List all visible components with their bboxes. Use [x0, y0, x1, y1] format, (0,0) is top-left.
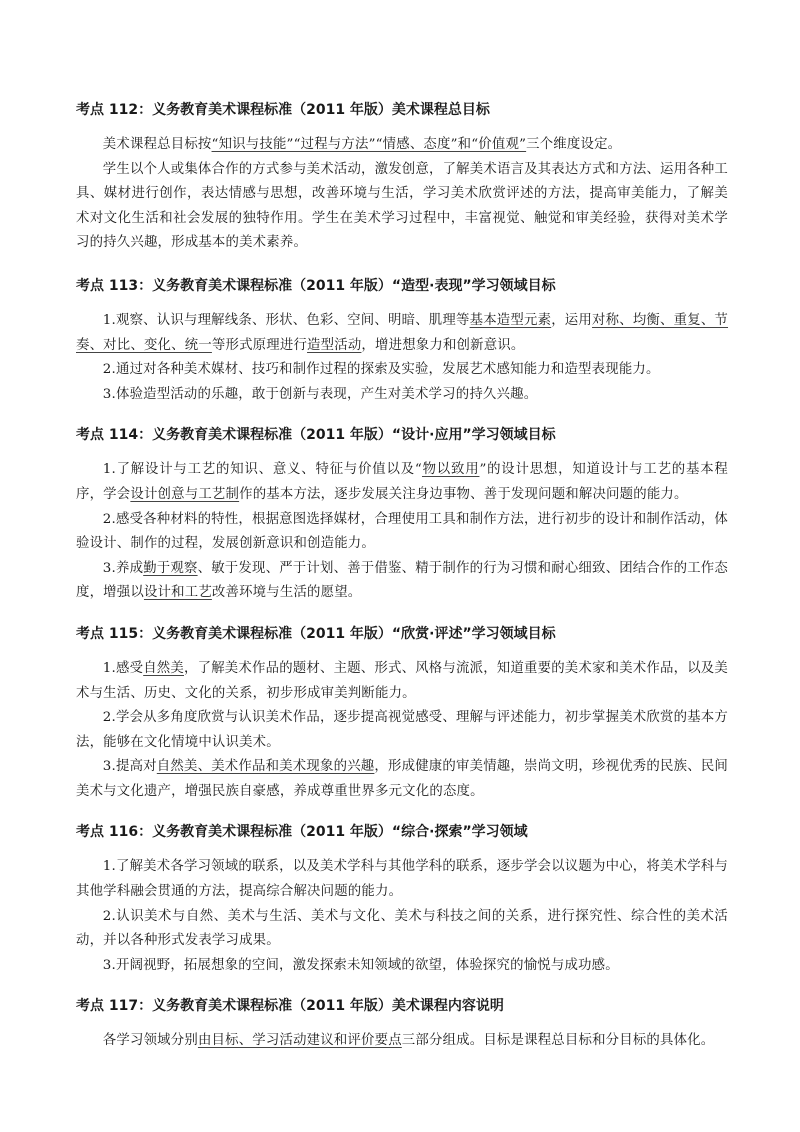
paragraph — [76, 905, 728, 954]
paragraph — [76, 458, 728, 507]
text-run: ，了解美术作品的题材、主题、形式、风格与流派，知道重要的美术家和美术作品，以及美术与生活、历史、文化的关系，初步形成审美判断能力。 — [76, 660, 729, 701]
paragraph — [76, 706, 728, 755]
text-run: 学生以个人或集体合作的方式参与美术活动，激发创意，了解美术语言及其表达方式和方法、运用各种工具、媒材进行创作，表达情感与思想，改善环境与生活，学习美术欣赏评述的方法，提高审美能力，了解美术对文化生活和社会发展的独特作用。学生在美术学习过程中，丰富视觉、触觉和审美经验，获得对美术学习的持久兴趣，形成基本的美术素养。 — [76, 161, 728, 251]
paragraph — [76, 1029, 728, 1054]
text-run: 改善环境与生活的愿望。 — [211, 585, 362, 601]
section-heading: 考点 112：义务教育美术课程标准（2011 年版）美术课程总目标 — [76, 102, 490, 118]
underlined-key-point: 基本造型元素 — [469, 312, 552, 328]
section-heading: 考点 115：义务教育美术课程标准（2011 年版）“欣赏·评述”学习领域目标 — [76, 625, 556, 642]
paragraph — [76, 158, 728, 256]
underlined-key-point: “知识与技能”“过程与方法”“情感、态度”和“价值观” — [211, 137, 527, 152]
text-run: 3.养成 — [102, 560, 144, 576]
text-run: 作的基本方法，逐步发展关注身边事物、善于发现问题和解决问题的能力。 — [239, 486, 688, 502]
text-run: 三个维度设定。 — [526, 137, 622, 152]
section-115 — [76, 624, 728, 805]
underlined-key-point: 勤于观察 — [143, 560, 198, 576]
text-run: ，运用 — [551, 312, 593, 328]
text-run: 3.提高对 — [102, 759, 157, 775]
paragraph — [76, 557, 728, 606]
paragraph — [76, 657, 728, 706]
text-run: 2.认识美术与自然、美术与生活、美术与文化、美术与科技之间的关系，进行探究性、综合性的美术活动，并以各种形式发表学习成果。 — [76, 908, 728, 949]
paragraph — [76, 309, 728, 358]
paragraph — [76, 855, 728, 904]
section-114 — [76, 425, 728, 606]
section-heading: 考点 114：义务教育美术课程标准（2011 年版）“设计·应用”学习领域目标 — [76, 427, 556, 444]
paragraph — [76, 508, 728, 557]
text-run: 1.了解美术各学习领域的联系，以及美术学科与其他学科的联系，逐步学会以议题为中心，将美术学科与其他学科融会贯通的方法，提高综合解决问题的能力。 — [76, 859, 728, 900]
section-heading: 考点 116：义务教育美术课程标准（2011 年版）“综合·探索”学习领域 — [76, 824, 528, 841]
text-run: 美术课程总目标按 — [102, 137, 212, 152]
text-run: 3.体验造型活动的乐趣，敢于创新与表现，产生对美术学习的持久兴趣。 — [102, 386, 538, 402]
paragraph — [76, 383, 728, 408]
text-run: 1.观察、认识与理解线条、形状、色彩、空间、明暗、肌理等 — [102, 312, 470, 328]
paragraph — [76, 954, 728, 979]
underlined-key-point: 造型活动 — [307, 337, 362, 353]
paragraph — [76, 358, 728, 383]
text-run: 2.通过对各种美术媒材、技巧和制作过程的探索及实验，发展艺术感知能力和造型表现能力。 — [102, 362, 660, 378]
text-run: 1.感受 — [102, 660, 144, 676]
text-run: 1.了解设计与工艺的知识、意义、特征与价值以及“ — [102, 462, 422, 478]
document-page — [76, 100, 728, 1054]
underlined-key-point: 对称、均衡、重复、节奏、对比、变化、统一 — [76, 312, 729, 353]
text-run: 各学习领域分别 — [102, 1033, 198, 1049]
text-run: 等形式原理进行 — [211, 337, 308, 353]
text-run: 三部分组成。目标是课程总目标和分目标的具体化。 — [401, 1033, 715, 1049]
underlined-key-point: 物以致用 — [421, 462, 480, 478]
paragraph — [76, 755, 728, 804]
text-run: 2.感受各种材料的特性，根据意图选择媒材，合理使用工具和制作方法，进行初步的设计和制作活动，体验设计、制作的过程，发展创新意识和创造能力。 — [76, 511, 728, 552]
text-run: 2.学会从多角度欣赏与认识美术作品，逐步提高视觉感受、理解与评述能力，初步掌握美术欣赏的基本方法，能够在文化情境中认识美术。 — [76, 710, 728, 750]
underlined-key-point: 自然美 — [143, 660, 184, 676]
section-117 — [76, 996, 728, 1054]
text-run: ，形成健康的审美情趣，崇尚文明，珍视优秀的民族、民间美术与文化遗产，增强民族自豪感，养成尊重世界多元文化的态度。 — [76, 759, 729, 799]
text-run: 、敏于发现、严于计划、善于借鉴、精于制作的行为习惯和耐心细致、团结合作的工作态度，增强以 — [76, 560, 728, 601]
section-heading: 考点 113：义务教育美术课程标准（2011 年版）“造型·表现”学习领域目标 — [76, 277, 556, 294]
underlined-key-point: 设计创意与工艺制 — [130, 486, 240, 502]
underlined-key-point: 设计和工艺 — [143, 585, 212, 601]
paragraph — [76, 133, 728, 158]
section-112 — [76, 100, 728, 256]
section-heading: 考点 117：义务教育美术课程标准（2011 年版）美术课程内容说明 — [76, 998, 504, 1015]
section-113 — [76, 276, 728, 407]
section-116 — [76, 822, 728, 978]
text-run: ，增进想象力和创新意识。 — [361, 337, 525, 353]
text-run: 3.开阔视野，拓展想象的空间，激发探索未知领域的欲望，体验探究的愉悦与成功感。 — [102, 957, 619, 973]
underlined-key-point: 由目标、学习活动建议和评价要点 — [197, 1033, 402, 1049]
text-run: ”的设计思想，知道设计与工艺的基本程序，学会 — [76, 462, 728, 502]
underlined-key-point: 自然美、美术作品和美术现象的兴趣 — [156, 759, 375, 775]
